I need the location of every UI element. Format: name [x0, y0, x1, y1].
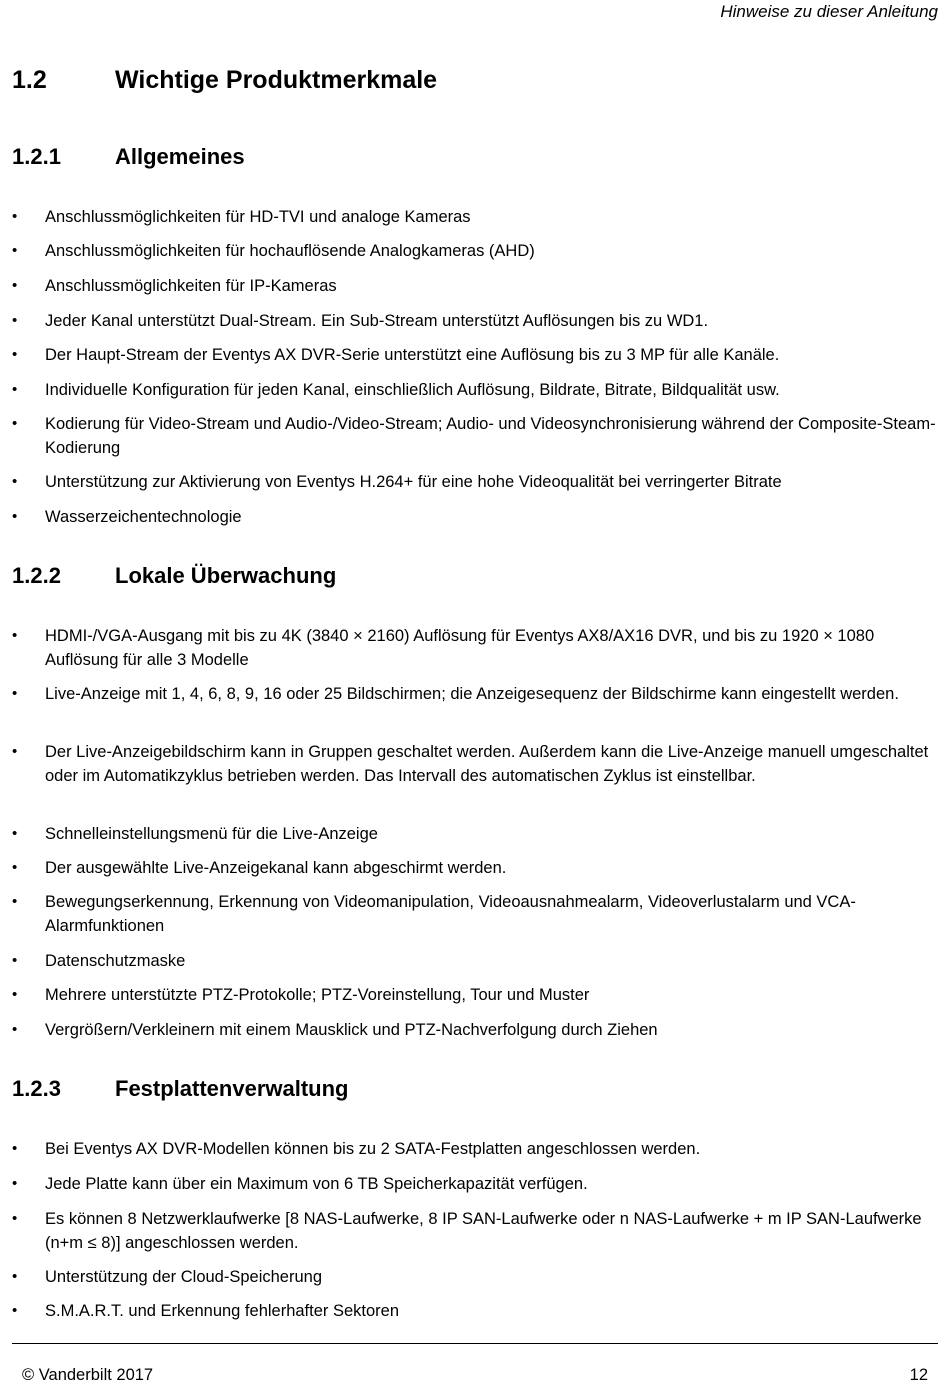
section-heading [12, 66, 437, 95]
subsection-title: Festplattenverwaltung [115, 1076, 349, 1101]
section-number: 1.2 [12, 66, 47, 94]
list-item: • Wasserzeichentechnologie [45, 505, 938, 529]
list-item: • Der Haupt-Stream der Eventys AX DVR-Serie unterstützt eine Auflösung bis zu 3 MP für alle Kanäle. [45, 343, 938, 367]
list-item: • Unterstützung der Cloud-Speicherung [45, 1265, 938, 1289]
list-item: • Live-Anzeige mit 1, 4, 6, 8, 9, 16 oder 25 Bildschirmen; die Anzeigesequenz der Bildschirme kann eingestellt werden. [45, 682, 938, 706]
list-item: • Mehrere unterstützte PTZ-Protokolle; PTZ-Voreinstellung, Tour und Muster [45, 983, 938, 1007]
subsection-heading-local-monitoring [12, 563, 336, 589]
list-item: • Datenschutzmaske [45, 949, 938, 973]
page-number: 12 [909, 1366, 928, 1384]
list-item: • Unterstützung zur Aktivierung von Eventys H.264+ für eine hohe Videoqualität bei verringerter Bitrate [45, 470, 938, 494]
list-item: • Jeder Kanal unterstützt Dual-Stream. Ein Sub-Stream unterstützt Auflösungen bis zu WD1. [45, 309, 938, 333]
running-header: Hinweise zu dieser Anleitung [720, 2, 938, 21]
list-item: • Schnelleinstellungsmenü für die Live-Anzeige [45, 822, 938, 846]
list-item: • Vergrößern/Verkleinern mit einem Mausklick und PTZ-Nachverfolgung durch Ziehen [45, 1018, 938, 1042]
list-item: • S.M.A.R.T. und Erkennung fehlerhafter Sektoren [45, 1299, 938, 1323]
subsection-number: 1.2.3 [12, 1076, 61, 1101]
subsection-number: 1.2.2 [12, 563, 61, 588]
list-item: • Bewegungserkennung, Erkennung von Videomanipulation, Videoausnahmealarm, Videoverlustalarm und VCA-Alarmfunktionen [45, 890, 938, 938]
footer-copyright: © Vanderbilt 2017 [22, 1366, 154, 1384]
section-title: Wichtige Produktmerkmale [115, 66, 438, 94]
list-item: • Der Live-Anzeigebildschirm kann in Gruppen geschaltet werden. Außerdem kann die Live-Anzeige manuell umgeschaltet oder im Automatikzyklus betrieben werden. Das Intervall des automatischen Zyklus ist einstellbar. [45, 740, 938, 788]
list-item: • Anschlussmöglichkeiten für HD-TVI und analoge Kameras [45, 205, 938, 229]
list-item: • Der ausgewählte Live-Anzeigekanal kann abgeschirmt werden. [45, 856, 938, 880]
list-item: • Jede Platte kann über ein Maximum von 6 TB Speicherkapazität verfügen. [45, 1172, 938, 1196]
list-item: • Es können 8 Netzwerklaufwerke [8 NAS-Laufwerke, 8 IP SAN-Laufwerke oder n NAS-Laufwerke + m IP SAN-Laufwerke (n+m ≤ 8)] angeschlossen werden. [45, 1207, 938, 1255]
subsection-heading-disk-management [12, 1076, 348, 1102]
subsection-title: Lokale Überwachung [115, 563, 337, 588]
list-item: • Kodierung für Video-Stream und Audio-/Video-Stream; Audio- und Videosynchronisierung während der Composite-Steam-Kodierung [45, 412, 938, 460]
subsection-number: 1.2.1 [12, 144, 61, 169]
list-item: • Individuelle Konfiguration für jeden Kanal, einschließlich Auflösung, Bildrate, Bitrate, Bildqualität usw. [45, 378, 938, 402]
subsection-heading-general [12, 144, 245, 170]
list-item: • Anschlussmöglichkeiten für hochauflösende Analogkameras (AHD) [45, 239, 938, 263]
list-item: • Bei Eventys AX DVR-Modellen können bis zu 2 SATA-Festplatten angeschlossen werden. [45, 1137, 938, 1161]
list-item: • Anschlussmöglichkeiten für IP-Kameras [45, 274, 938, 298]
list-item: • HDMI-/VGA-Ausgang mit bis zu 4K (3840 × 2160) Auflösung für Eventys AX8/AX16 DVR, und bis zu 1920 × 1080 Auflösung für alle 3 Modelle [45, 624, 938, 672]
subsection-title: Allgemeines [115, 144, 245, 169]
footer-divider [12, 1343, 938, 1344]
